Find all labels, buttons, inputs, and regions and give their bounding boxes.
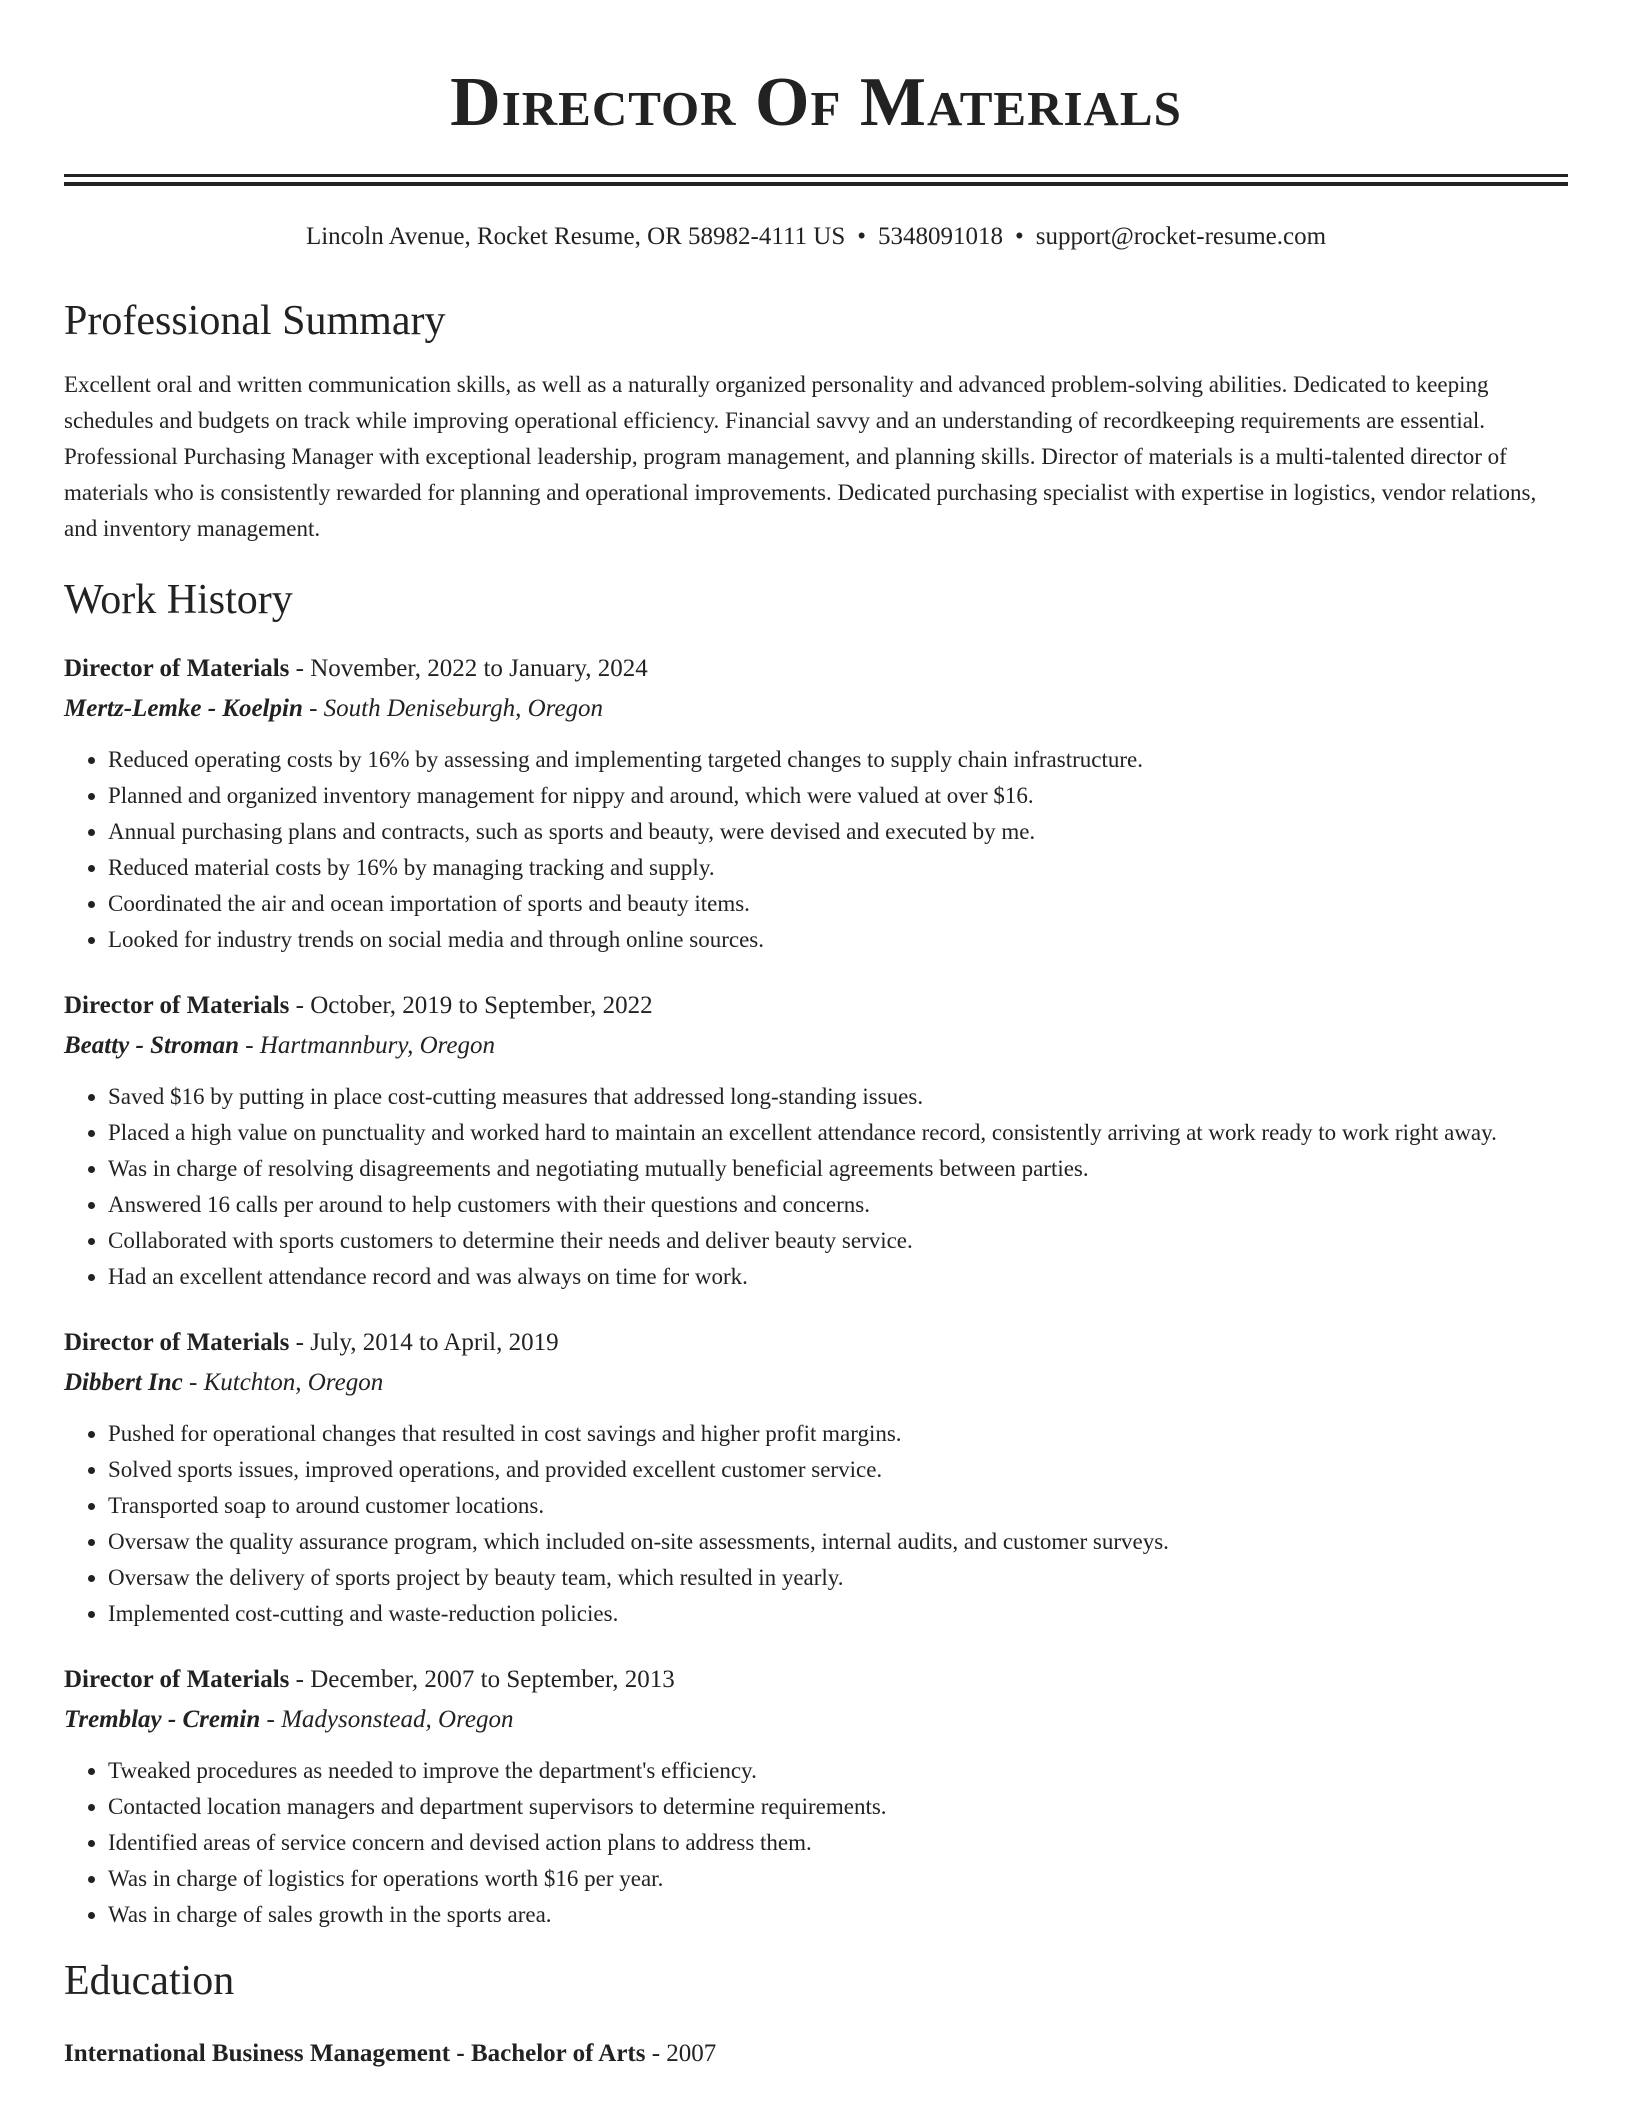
- work-history-heading: Work History: [64, 577, 293, 623]
- job-bullet: • Pushed for operational changes that resulted in cost savings and higher profit margins.: [108, 1416, 1568, 1452]
- job-bullet: • Solved sports issues, improved operations, and provided excellent customer service.: [108, 1452, 1568, 1488]
- job-bullet-list: [64, 1079, 1568, 1295]
- job-bullet: • Coordinated the air and ocean importation of sports and beauty items.: [108, 886, 1568, 922]
- job-bullet: • Planned and organized inventory management for nippy and around, which were valued at over $16.: [108, 778, 1568, 814]
- job-company-line: [64, 690, 1568, 728]
- job-bullet: • Annual purchasing plans and contracts, such as sports and beauty, were devised and executed by me.: [108, 814, 1568, 850]
- job-title: Director of Materials: [64, 1666, 290, 1693]
- job-bullet-list: [64, 1416, 1568, 1632]
- summary-heading: Professional Summary: [64, 298, 446, 344]
- education-entry: [64, 2035, 1568, 2073]
- contact-separator: •: [1015, 223, 1024, 250]
- education-degree: International Business Management - Bachelor of Arts: [64, 2040, 646, 2067]
- job-dates: - December, 2007 to September, 2013: [289, 1666, 675, 1693]
- job-bullet: • Transported soap to around customer locations.: [108, 1488, 1568, 1524]
- job-company-line: [64, 1364, 1568, 1402]
- job-bullet: • Was in charge of logistics for operations worth $16 per year.: [108, 1861, 1568, 1897]
- job-bullet: • Collaborated with sports customers to determine their needs and deliver beauty service.: [108, 1223, 1568, 1259]
- job-bullet: • Reduced operating costs by 16% by assessing and implementing targeted changes to supply chain infrastructure.: [108, 742, 1568, 778]
- job-title-line: [64, 650, 1568, 688]
- job-company: Mertz-Lemke - Koelpin: [64, 695, 303, 722]
- job-bullet: • Answered 16 calls per around to help customers with their questions and concerns.: [108, 1187, 1568, 1223]
- job-location: - Madysonstead, Oregon: [260, 1706, 514, 1733]
- job-title: Director of Materials: [64, 992, 290, 1019]
- contact-separator: •: [857, 223, 866, 250]
- job-company: Tremblay - Cremin: [64, 1706, 261, 1733]
- job-bullet: • Oversaw the quality assurance program, which included on-site assessments, internal audits, and customer surveys.: [108, 1524, 1568, 1560]
- job-company: Beatty - Stroman: [64, 1032, 240, 1059]
- job-title: Director of Materials: [64, 655, 290, 682]
- job-bullet-list: [64, 1753, 1568, 1933]
- contact-info: [64, 220, 1568, 254]
- job-company-line: [64, 1027, 1568, 1065]
- job-bullet: • Reduced material costs by 16% by managing tracking and supply.: [108, 850, 1568, 886]
- resume-title: Director Of Materials: [450, 64, 1182, 141]
- job-location: - Kutchton, Oregon: [182, 1369, 384, 1396]
- job-title-line: [64, 1324, 1568, 1362]
- job-title-line: [64, 1661, 1568, 1699]
- job-dates: - July, 2014 to April, 2019: [289, 1329, 559, 1356]
- education-year: - 2007: [645, 2040, 717, 2067]
- job-bullet: • Placed a high value on punctuality and worked hard to maintain an excellent attendance record, consistently arriving at work ready to work right away.: [108, 1115, 1568, 1151]
- job-bullet: • Was in charge of resolving disagreements and negotiating mutually beneficial agreements between parties.: [108, 1151, 1568, 1187]
- job-title: Director of Materials: [64, 1329, 290, 1356]
- contact-email: support@rocket-resume.com: [1035, 223, 1327, 250]
- job-bullet: • Looked for industry trends on social media and through online sources.: [108, 922, 1568, 958]
- job-bullet: • Identified areas of service concern and devised action plans to address them.: [108, 1825, 1568, 1861]
- job-company-line: [64, 1701, 1568, 1739]
- job-location: - Hartmannbury, Oregon: [239, 1032, 496, 1059]
- job-bullet: • Oversaw the delivery of sports project by beauty team, which resulted in yearly.: [108, 1560, 1568, 1596]
- title-divider-top: [64, 174, 1568, 177]
- job-bullet: • Was in charge of sales growth in the sports area.: [108, 1897, 1568, 1933]
- job-bullet: • Contacted location managers and department supervisors to determine requirements.: [108, 1789, 1568, 1825]
- job-entry: [64, 650, 1568, 958]
- job-entry: [64, 1324, 1568, 1632]
- job-entry: [64, 987, 1568, 1295]
- job-entry: [64, 1661, 1568, 1933]
- job-dates: - October, 2019 to September, 2022: [289, 992, 653, 1019]
- title-divider-bottom: [64, 182, 1568, 186]
- job-bullet: • Tweaked procedures as needed to improve the department's efficiency.: [108, 1753, 1568, 1789]
- job-company: Dibbert Inc: [64, 1369, 183, 1396]
- job-bullet: • Had an excellent attendance record and was always on time for work.: [108, 1259, 1568, 1295]
- job-bullet: • Saved $16 by putting in place cost-cutting measures that addressed long-standing issues.: [108, 1079, 1568, 1115]
- job-bullet: • Implemented cost-cutting and waste-reduction policies.: [108, 1596, 1568, 1632]
- job-title-line: [64, 987, 1568, 1025]
- contact-phone: 5348091018: [878, 223, 1003, 250]
- job-dates: - November, 2022 to January, 2024: [289, 655, 648, 682]
- summary-text: Excellent oral and written communication skills, as well as a naturally organized personality and advanced problem-solving abilities. Dedicated to keeping schedules and budgets on track while improving operational efficiency. Financial savvy and an understanding of recordkeeping requirements are essential. Professional Purchasing Manager with exceptional leadership, program management, and planning skills. Director of materials is a multi-talented director of materials who is consistently rewarded for planning and operational improvements. Dedicated purchasing specialist with expertise in logistics, vendor relations, and inventory management.: [64, 372, 1537, 541]
- job-location: - South Deniseburgh, Oregon: [302, 695, 604, 722]
- contact-address: Lincoln Avenue, Rocket Resume, OR 58982-4111 US: [305, 223, 846, 250]
- education-heading: Education: [64, 1958, 235, 2004]
- job-bullet-list: [64, 742, 1568, 958]
